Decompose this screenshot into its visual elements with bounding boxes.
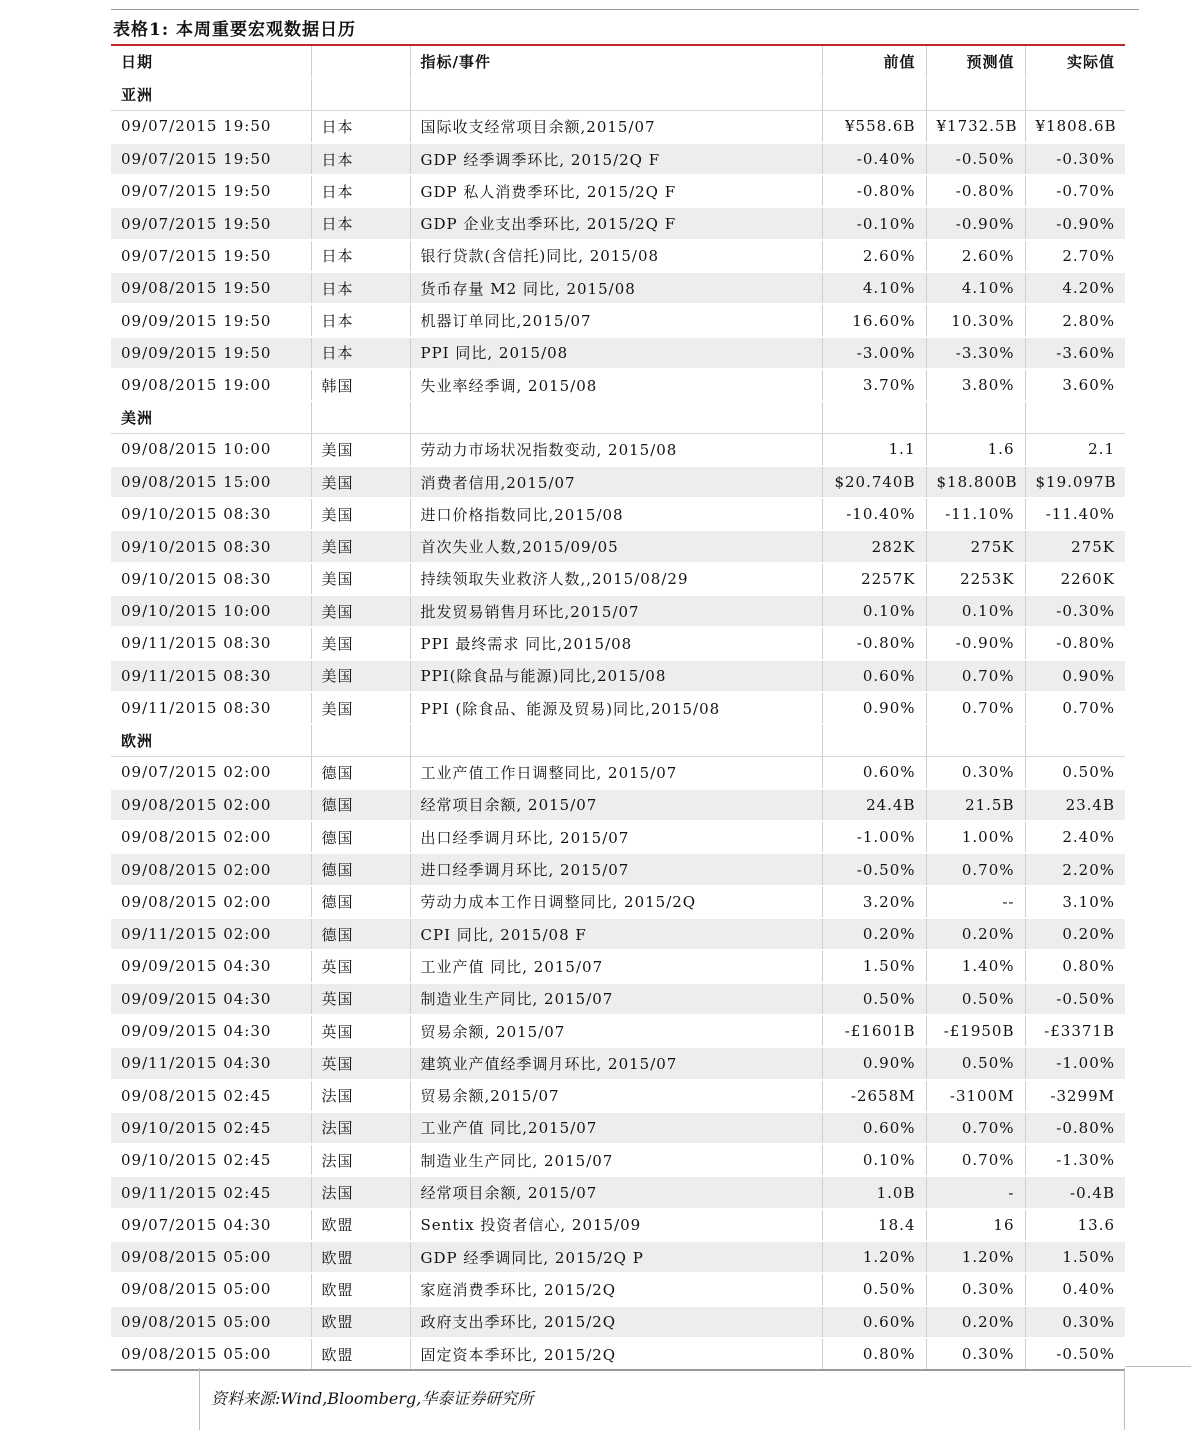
region-empty-cell bbox=[410, 401, 822, 433]
cell-prev: ¥558.6B bbox=[822, 111, 926, 143]
cell-country: 欧盟 bbox=[311, 1241, 410, 1273]
cell-actual: -3299M bbox=[1025, 1080, 1125, 1112]
cell-indicator: GDP 私人消费季环比, 2015/2Q F bbox=[410, 175, 822, 207]
cell-country: 英国 bbox=[311, 1047, 410, 1079]
table-row bbox=[111, 1306, 1125, 1338]
cell-forecast: 0.20% bbox=[926, 1306, 1025, 1338]
cell-country: 英国 bbox=[311, 1015, 410, 1047]
table-row bbox=[111, 627, 1125, 659]
cell-prev: 0.50% bbox=[822, 1273, 926, 1305]
cell-actual: ¥1808.6B bbox=[1025, 111, 1125, 143]
cell-date: 09/09/2015 04:30 bbox=[111, 1015, 311, 1047]
cell-prev: 0.60% bbox=[822, 660, 926, 692]
cell-indicator: 工业产值 同比, 2015/07 bbox=[410, 950, 822, 982]
cell-country: 德国 bbox=[311, 789, 410, 821]
cell-actual: 0.90% bbox=[1025, 660, 1125, 692]
cell-forecast: 2253K bbox=[926, 563, 1025, 595]
cell-date: 09/07/2015 19:50 bbox=[111, 111, 311, 143]
cell-forecast: -0.90% bbox=[926, 627, 1025, 659]
cell-prev: -10.40% bbox=[822, 498, 926, 530]
table-row bbox=[111, 207, 1125, 239]
cell-prev: 282K bbox=[822, 530, 926, 562]
table-row bbox=[111, 175, 1125, 207]
header-row bbox=[111, 46, 1125, 78]
cell-forecast: 1.40% bbox=[926, 950, 1025, 982]
table-row bbox=[111, 1338, 1125, 1370]
cell-indicator: 货币存量 M2 同比, 2015/08 bbox=[410, 272, 822, 304]
region-label: 亚洲 bbox=[111, 78, 311, 110]
cell-date: 09/08/2015 02:00 bbox=[111, 886, 311, 918]
cell-actual: 3.60% bbox=[1025, 369, 1125, 401]
cell-indicator: GDP 经季调同比, 2015/2Q P bbox=[410, 1241, 822, 1273]
cell-prev: 4.10% bbox=[822, 272, 926, 304]
cell-date: 09/08/2015 02:45 bbox=[111, 1080, 311, 1112]
cell-forecast: 1.20% bbox=[926, 1241, 1025, 1273]
cell-actual: -0.30% bbox=[1025, 143, 1125, 175]
cell-country: 德国 bbox=[311, 886, 410, 918]
cell-prev: -0.40% bbox=[822, 143, 926, 175]
cell-forecast: 3.80% bbox=[926, 369, 1025, 401]
table-row bbox=[111, 1209, 1125, 1241]
header-actual: 实际值 bbox=[1025, 46, 1125, 78]
cell-prev: 0.20% bbox=[822, 918, 926, 950]
table-row bbox=[111, 240, 1125, 272]
cell-country: 日本 bbox=[311, 337, 410, 369]
region-row bbox=[111, 401, 1125, 433]
cell-forecast: 0.70% bbox=[926, 692, 1025, 724]
cell-indicator: 持续领取失业救济人数,,2015/08/29 bbox=[410, 563, 822, 595]
table-row bbox=[111, 111, 1125, 143]
cell-actual: 0.30% bbox=[1025, 1306, 1125, 1338]
cell-country: 美国 bbox=[311, 595, 410, 627]
cell-country: 德国 bbox=[311, 757, 410, 789]
cell-prev: -0.80% bbox=[822, 175, 926, 207]
cell-forecast: 10.30% bbox=[926, 304, 1025, 336]
cell-actual: 2260K bbox=[1025, 563, 1125, 595]
cell-prev: 24.4B bbox=[822, 789, 926, 821]
cell-prev: 18.4 bbox=[822, 1209, 926, 1241]
header-date: 日期 bbox=[111, 46, 311, 78]
cell-forecast: 1.00% bbox=[926, 821, 1025, 853]
cell-forecast: -3.30% bbox=[926, 337, 1025, 369]
cell-date: 09/10/2015 08:30 bbox=[111, 530, 311, 562]
cell-date: 09/11/2015 08:30 bbox=[111, 627, 311, 659]
table-row bbox=[111, 950, 1125, 982]
cell-indicator: 劳动力市场状况指数变动, 2015/08 bbox=[410, 434, 822, 466]
cell-forecast: 2.60% bbox=[926, 240, 1025, 272]
cell-date: 09/08/2015 02:00 bbox=[111, 853, 311, 885]
footer-left-rule bbox=[199, 1368, 200, 1430]
region-empty-cell bbox=[1025, 401, 1125, 433]
cell-date: 09/07/2015 19:50 bbox=[111, 175, 311, 207]
cell-prev: 3.70% bbox=[822, 369, 926, 401]
cell-date: 09/11/2015 08:30 bbox=[111, 660, 311, 692]
cell-country: 法国 bbox=[311, 1176, 410, 1208]
cell-country: 日本 bbox=[311, 143, 410, 175]
cell-indicator: 贸易余额, 2015/07 bbox=[410, 1015, 822, 1047]
cell-actual: 23.4B bbox=[1025, 789, 1125, 821]
cell-indicator: 制造业生产同比, 2015/07 bbox=[410, 1144, 822, 1176]
cell-actual: -0.50% bbox=[1025, 983, 1125, 1015]
table-row bbox=[111, 143, 1125, 175]
cell-date: 09/09/2015 04:30 bbox=[111, 950, 311, 982]
cell-forecast: $18.800B bbox=[926, 466, 1025, 498]
cell-date: 09/09/2015 19:50 bbox=[111, 337, 311, 369]
table-row bbox=[111, 1112, 1125, 1144]
table-row bbox=[111, 983, 1125, 1015]
cell-prev: -3.00% bbox=[822, 337, 926, 369]
cell-prev: 1.20% bbox=[822, 1241, 926, 1273]
cell-date: 09/07/2015 19:50 bbox=[111, 143, 311, 175]
table-row bbox=[111, 272, 1125, 304]
region-empty-cell bbox=[311, 401, 410, 433]
cell-indicator: CPI 同比, 2015/08 F bbox=[410, 918, 822, 950]
cell-prev: -0.80% bbox=[822, 627, 926, 659]
cell-date: 09/08/2015 05:00 bbox=[111, 1338, 311, 1370]
cell-actual: -0.50% bbox=[1025, 1338, 1125, 1370]
cell-prev: 16.60% bbox=[822, 304, 926, 336]
cell-indicator: 贸易余额,2015/07 bbox=[410, 1080, 822, 1112]
cell-country: 美国 bbox=[311, 530, 410, 562]
cell-date: 09/10/2015 08:30 bbox=[111, 563, 311, 595]
table-row bbox=[111, 434, 1125, 466]
cell-country: 美国 bbox=[311, 563, 410, 595]
table-row bbox=[111, 1015, 1125, 1047]
cell-forecast: -11.10% bbox=[926, 498, 1025, 530]
cell-date: 09/09/2015 04:30 bbox=[111, 983, 311, 1015]
cell-indicator: PPI(除食品与能源)同比,2015/08 bbox=[410, 660, 822, 692]
cell-forecast: -3100M bbox=[926, 1080, 1025, 1112]
cell-actual: 2.20% bbox=[1025, 853, 1125, 885]
cell-country: 欧盟 bbox=[311, 1273, 410, 1305]
cell-forecast: 0.50% bbox=[926, 983, 1025, 1015]
cell-date: 09/11/2015 02:00 bbox=[111, 918, 311, 950]
cell-country: 日本 bbox=[311, 304, 410, 336]
cell-indicator: 劳动力成本工作日调整同比, 2015/2Q bbox=[410, 886, 822, 918]
cell-country: 韩国 bbox=[311, 369, 410, 401]
table-row bbox=[111, 1080, 1125, 1112]
cell-forecast: 0.30% bbox=[926, 1338, 1025, 1370]
cell-actual: 1.50% bbox=[1025, 1241, 1125, 1273]
cell-prev: -0.50% bbox=[822, 853, 926, 885]
cell-indicator: 出口经季调月环比, 2015/07 bbox=[410, 821, 822, 853]
cell-date: 09/08/2015 05:00 bbox=[111, 1273, 311, 1305]
table-row bbox=[111, 369, 1125, 401]
cell-country: 欧盟 bbox=[311, 1209, 410, 1241]
cell-prev: -2658M bbox=[822, 1080, 926, 1112]
cell-forecast: 0.50% bbox=[926, 1047, 1025, 1079]
cell-actual: 2.1 bbox=[1025, 434, 1125, 466]
cell-indicator: 工业产值 同比,2015/07 bbox=[410, 1112, 822, 1144]
cell-indicator: 经常项目余额, 2015/07 bbox=[410, 1176, 822, 1208]
cell-prev: 0.60% bbox=[822, 1306, 926, 1338]
cell-indicator: 银行贷款(含信托)同比, 2015/08 bbox=[410, 240, 822, 272]
cell-actual: -0.80% bbox=[1025, 627, 1125, 659]
cell-country: 日本 bbox=[311, 111, 410, 143]
cell-forecast: ¥1732.5B bbox=[926, 111, 1025, 143]
cell-indicator: 机器订单同比,2015/07 bbox=[410, 304, 822, 336]
cell-prev: -1.00% bbox=[822, 821, 926, 853]
cell-prev: 1.50% bbox=[822, 950, 926, 982]
cell-country: 日本 bbox=[311, 207, 410, 239]
cell-indicator: GDP 企业支出季环比, 2015/2Q F bbox=[410, 207, 822, 239]
cell-country: 法国 bbox=[311, 1144, 410, 1176]
cell-actual: -1.30% bbox=[1025, 1144, 1125, 1176]
cell-actual: -£3371B bbox=[1025, 1015, 1125, 1047]
cell-actual: -1.00% bbox=[1025, 1047, 1125, 1079]
cell-country: 美国 bbox=[311, 692, 410, 724]
cell-date: 09/07/2015 19:50 bbox=[111, 207, 311, 239]
cell-indicator: 工业产值工作日调整同比, 2015/07 bbox=[410, 757, 822, 789]
cell-country: 欧盟 bbox=[311, 1306, 410, 1338]
table-row bbox=[111, 595, 1125, 627]
cell-prev: 0.90% bbox=[822, 1047, 926, 1079]
table-row bbox=[111, 1144, 1125, 1176]
cell-date: 09/08/2015 02:00 bbox=[111, 821, 311, 853]
cell-indicator: 首次失业人数,2015/09/05 bbox=[410, 530, 822, 562]
region-empty-cell bbox=[926, 401, 1025, 433]
region-label: 欧洲 bbox=[111, 724, 311, 756]
cell-actual: -0.30% bbox=[1025, 595, 1125, 627]
cell-indicator: GDP 经季调季环比, 2015/2Q F bbox=[410, 143, 822, 175]
cell-indicator: 进口价格指数同比,2015/08 bbox=[410, 498, 822, 530]
cell-forecast: - bbox=[926, 1176, 1025, 1208]
cell-forecast: 21.5B bbox=[926, 789, 1025, 821]
cell-actual: 2.80% bbox=[1025, 304, 1125, 336]
region-empty-cell bbox=[311, 724, 410, 756]
cell-country: 日本 bbox=[311, 175, 410, 207]
cell-date: 09/08/2015 19:00 bbox=[111, 369, 311, 401]
table-row bbox=[111, 821, 1125, 853]
cell-actual: -0.90% bbox=[1025, 207, 1125, 239]
source-note: 资料来源:Wind,Bloomberg,华泰证券研究所 bbox=[211, 1389, 534, 1408]
cell-forecast: 0.30% bbox=[926, 1273, 1025, 1305]
cell-country: 法国 bbox=[311, 1080, 410, 1112]
cell-indicator: PPI 同比, 2015/08 bbox=[410, 337, 822, 369]
cell-forecast: 0.70% bbox=[926, 1144, 1025, 1176]
cell-forecast: -- bbox=[926, 886, 1025, 918]
region-empty-cell bbox=[822, 78, 926, 110]
cell-indicator: 家庭消费季环比, 2015/2Q bbox=[410, 1273, 822, 1305]
cell-country: 英国 bbox=[311, 950, 410, 982]
cell-actual: 275K bbox=[1025, 530, 1125, 562]
header-prev: 前值 bbox=[822, 46, 926, 78]
cell-actual: 0.80% bbox=[1025, 950, 1125, 982]
cell-date: 09/10/2015 02:45 bbox=[111, 1112, 311, 1144]
footer-top-rule bbox=[1125, 1366, 1191, 1367]
table-row bbox=[111, 466, 1125, 498]
cell-prev: 1.1 bbox=[822, 434, 926, 466]
header-forecast: 预测值 bbox=[926, 46, 1025, 78]
cell-forecast: 0.70% bbox=[926, 660, 1025, 692]
cell-country: 日本 bbox=[311, 240, 410, 272]
cell-indicator: 建筑业产值经季调月环比, 2015/07 bbox=[410, 1047, 822, 1079]
cell-prev: 2257K bbox=[822, 563, 926, 595]
cell-date: 09/07/2015 02:00 bbox=[111, 757, 311, 789]
cell-country: 德国 bbox=[311, 821, 410, 853]
cell-country: 美国 bbox=[311, 627, 410, 659]
cell-prev: 0.10% bbox=[822, 595, 926, 627]
table-row bbox=[111, 1176, 1125, 1208]
cell-forecast: -0.80% bbox=[926, 175, 1025, 207]
table-row bbox=[111, 1047, 1125, 1079]
cell-country: 美国 bbox=[311, 434, 410, 466]
cell-actual: 0.50% bbox=[1025, 757, 1125, 789]
cell-indicator: 批发贸易销售月环比,2015/07 bbox=[410, 595, 822, 627]
cell-date: 09/08/2015 05:00 bbox=[111, 1241, 311, 1273]
cell-actual: 0.40% bbox=[1025, 1273, 1125, 1305]
region-empty-cell bbox=[926, 724, 1025, 756]
cell-forecast: 4.10% bbox=[926, 272, 1025, 304]
cell-prev: 0.10% bbox=[822, 1144, 926, 1176]
cell-prev: 0.60% bbox=[822, 757, 926, 789]
header-indicator: 指标/事件 bbox=[410, 46, 822, 78]
cell-forecast: 1.6 bbox=[926, 434, 1025, 466]
table-body bbox=[111, 78, 1125, 1370]
cell-actual: 0.70% bbox=[1025, 692, 1125, 724]
table-row bbox=[111, 918, 1125, 950]
cell-date: 09/11/2015 08:30 bbox=[111, 692, 311, 724]
cell-date: 09/08/2015 10:00 bbox=[111, 434, 311, 466]
region-empty-cell bbox=[410, 724, 822, 756]
cell-date: 09/09/2015 19:50 bbox=[111, 304, 311, 336]
cell-prev: $20.740B bbox=[822, 466, 926, 498]
footer-right-rule bbox=[1124, 1368, 1125, 1430]
region-empty-cell bbox=[1025, 724, 1125, 756]
table-row bbox=[111, 563, 1125, 595]
cell-indicator: 制造业生产同比, 2015/07 bbox=[410, 983, 822, 1015]
region-empty-cell bbox=[822, 401, 926, 433]
cell-indicator: PPI 最终需求 同比,2015/08 bbox=[410, 627, 822, 659]
cell-date: 09/08/2015 19:50 bbox=[111, 272, 311, 304]
region-empty-cell bbox=[311, 78, 410, 110]
cell-date: 09/08/2015 05:00 bbox=[111, 1306, 311, 1338]
cell-actual: -0.4B bbox=[1025, 1176, 1125, 1208]
cell-actual: 0.20% bbox=[1025, 918, 1125, 950]
cell-country: 美国 bbox=[311, 466, 410, 498]
table-row bbox=[111, 757, 1125, 789]
cell-date: 09/11/2015 04:30 bbox=[111, 1047, 311, 1079]
cell-forecast: 0.70% bbox=[926, 853, 1025, 885]
table-row bbox=[111, 853, 1125, 885]
cell-country: 英国 bbox=[311, 983, 410, 1015]
cell-forecast: 275K bbox=[926, 530, 1025, 562]
cell-actual: 4.20% bbox=[1025, 272, 1125, 304]
header-country bbox=[311, 46, 410, 78]
cell-date: 09/07/2015 04:30 bbox=[111, 1209, 311, 1241]
table-row bbox=[111, 692, 1125, 724]
table-row bbox=[111, 304, 1125, 336]
cell-date: 09/10/2015 08:30 bbox=[111, 498, 311, 530]
table-row bbox=[111, 498, 1125, 530]
cell-prev: 2.60% bbox=[822, 240, 926, 272]
cell-country: 德国 bbox=[311, 853, 410, 885]
region-empty-cell bbox=[926, 78, 1025, 110]
region-row bbox=[111, 724, 1125, 756]
cell-date: 09/08/2015 02:00 bbox=[111, 789, 311, 821]
cell-actual: 13.6 bbox=[1025, 1209, 1125, 1241]
cell-forecast: 0.30% bbox=[926, 757, 1025, 789]
cell-forecast: 0.10% bbox=[926, 595, 1025, 627]
region-empty-cell bbox=[822, 724, 926, 756]
cell-country: 法国 bbox=[311, 1112, 410, 1144]
cell-date: 09/10/2015 02:45 bbox=[111, 1144, 311, 1176]
cell-indicator: 失业率经季调, 2015/08 bbox=[410, 369, 822, 401]
cell-country: 德国 bbox=[311, 918, 410, 950]
cell-date: 09/11/2015 02:45 bbox=[111, 1176, 311, 1208]
cell-date: 09/10/2015 10:00 bbox=[111, 595, 311, 627]
cell-prev: 0.90% bbox=[822, 692, 926, 724]
cell-prev: 1.0B bbox=[822, 1176, 926, 1208]
cell-actual: 3.10% bbox=[1025, 886, 1125, 918]
cell-forecast: -£1950B bbox=[926, 1015, 1025, 1047]
cell-prev: 0.50% bbox=[822, 983, 926, 1015]
cell-prev: 0.80% bbox=[822, 1338, 926, 1370]
cell-forecast: 0.70% bbox=[926, 1112, 1025, 1144]
table-row bbox=[111, 1273, 1125, 1305]
region-label: 美洲 bbox=[111, 401, 311, 433]
cell-actual: -11.40% bbox=[1025, 498, 1125, 530]
cell-date: 09/07/2015 19:50 bbox=[111, 240, 311, 272]
cell-forecast: 0.20% bbox=[926, 918, 1025, 950]
table-title: 表格1: 本周重要宏观数据日历 bbox=[113, 20, 357, 40]
cell-prev: 3.20% bbox=[822, 886, 926, 918]
table-row bbox=[111, 789, 1125, 821]
cell-indicator: 经常项目余额, 2015/07 bbox=[410, 789, 822, 821]
cell-indicator: PPI (除食品、能源及贸易)同比,2015/08 bbox=[410, 692, 822, 724]
cell-country: 美国 bbox=[311, 498, 410, 530]
table-row bbox=[111, 660, 1125, 692]
region-empty-cell bbox=[410, 78, 822, 110]
cell-forecast: -0.90% bbox=[926, 207, 1025, 239]
cell-indicator: 消费者信用,2015/07 bbox=[410, 466, 822, 498]
table-row bbox=[111, 886, 1125, 918]
cell-actual: 2.40% bbox=[1025, 821, 1125, 853]
table-row bbox=[111, 1241, 1125, 1273]
cell-indicator: 进口经季调月环比, 2015/07 bbox=[410, 853, 822, 885]
table-row bbox=[111, 337, 1125, 369]
region-empty-cell bbox=[1025, 78, 1125, 110]
cell-actual: -0.70% bbox=[1025, 175, 1125, 207]
macro-calendar-table bbox=[111, 46, 1125, 1371]
cell-actual: 2.70% bbox=[1025, 240, 1125, 272]
cell-country: 日本 bbox=[311, 272, 410, 304]
cell-indicator: Sentix 投资者信心, 2015/09 bbox=[410, 1209, 822, 1241]
cell-prev: -£1601B bbox=[822, 1015, 926, 1047]
cell-indicator: 国际收支经常项目余额,2015/07 bbox=[410, 111, 822, 143]
cell-date: 09/08/2015 15:00 bbox=[111, 466, 311, 498]
cell-actual: -3.60% bbox=[1025, 337, 1125, 369]
cell-prev: -0.10% bbox=[822, 207, 926, 239]
cell-prev: 0.60% bbox=[822, 1112, 926, 1144]
cell-forecast: -0.50% bbox=[926, 143, 1025, 175]
table-row bbox=[111, 530, 1125, 562]
cell-actual: -0.80% bbox=[1025, 1112, 1125, 1144]
cell-country: 欧盟 bbox=[311, 1338, 410, 1370]
region-row bbox=[111, 78, 1125, 110]
top-rule bbox=[111, 9, 1139, 10]
cell-indicator: 政府支出季环比, 2015/2Q bbox=[410, 1306, 822, 1338]
cell-actual: $19.097B bbox=[1025, 466, 1125, 498]
cell-indicator: 固定资本季环比, 2015/2Q bbox=[410, 1338, 822, 1370]
cell-country: 美国 bbox=[311, 660, 410, 692]
cell-forecast: 16 bbox=[926, 1209, 1025, 1241]
